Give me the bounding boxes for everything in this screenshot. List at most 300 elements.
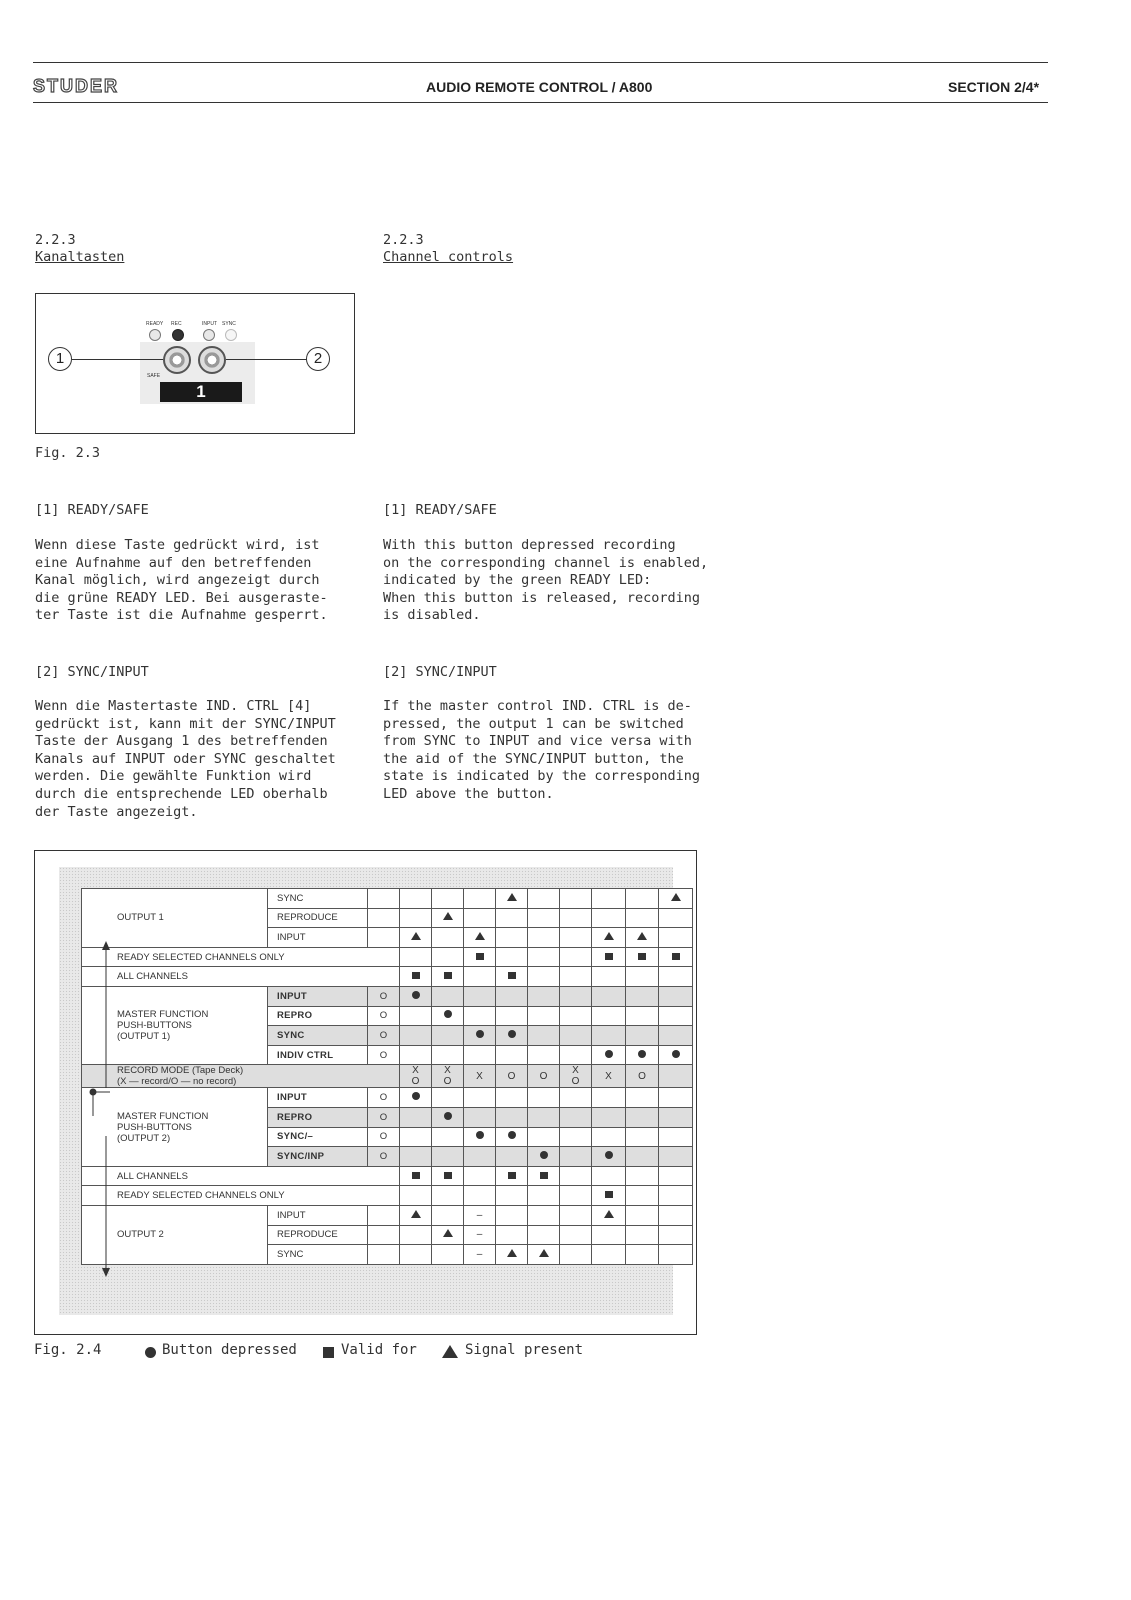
matrix-cell [464, 1166, 496, 1186]
matrix-cell [496, 947, 528, 967]
sync-input-button[interactable] [198, 346, 226, 374]
output-flow-arrows [88, 940, 118, 1280]
matrix-cell [592, 1205, 626, 1225]
led-label-sync: SYNC [222, 321, 236, 327]
matrix-cell [560, 1026, 592, 1046]
matrix-cell [592, 1045, 626, 1065]
german-section-heading: Kanaltasten [35, 249, 125, 265]
matrix-cell [528, 1127, 560, 1147]
signal-present-triangle [443, 1229, 453, 1237]
matrix-cell [560, 1045, 592, 1065]
led-label-input: INPUT [202, 321, 217, 327]
english-sync-input-title: [2] SYNC/INPUT [383, 664, 497, 680]
matrix-cell [626, 1107, 659, 1127]
matrix-cell [528, 889, 560, 909]
header-bottom-rule [33, 102, 1048, 103]
button-depressed-dot [412, 1092, 420, 1100]
matrix-cell [560, 1107, 592, 1127]
valid-for-square [412, 972, 420, 979]
matrix-cell [626, 1225, 659, 1245]
matrix-cell [560, 1205, 592, 1225]
matrix-row [82, 889, 693, 909]
button-depressed-dot [444, 1112, 452, 1120]
legend-button-depressed: Button depressed [162, 1342, 297, 1358]
matrix-cell: X [464, 1065, 496, 1088]
matrix-cell [659, 1127, 693, 1147]
matrix-cell: – [464, 1205, 496, 1225]
matrix-cell [626, 1026, 659, 1046]
mode-mark: O [443, 1076, 452, 1088]
matrix-cell [432, 1166, 464, 1186]
matrix-cell [400, 1147, 432, 1167]
matrix-cell [528, 1186, 560, 1206]
button-depressed-dot [476, 1030, 484, 1038]
matrix-cell [496, 889, 528, 909]
matrix-cell [626, 986, 659, 1006]
text-line: is disabled. [383, 607, 481, 624]
matrix-cell [400, 1245, 432, 1265]
indicator-circle: O [368, 986, 400, 1006]
matrix-cell [400, 1045, 432, 1065]
indicator-circle: O [368, 1088, 400, 1108]
matrix-cell [496, 928, 528, 948]
valid-for-square [508, 1172, 516, 1179]
signal-present-triangle [671, 893, 681, 901]
button-depressed-dot [476, 1131, 484, 1139]
matrix-row-label: ALL CHANNELS [82, 967, 400, 987]
indicator-circle: O [368, 1045, 400, 1065]
matrix-cell [432, 889, 464, 909]
matrix-cell [592, 889, 626, 909]
matrix-cell [560, 908, 592, 928]
matrix-cell [432, 908, 464, 928]
matrix-cell [400, 1107, 432, 1127]
matrix-cell [432, 967, 464, 987]
valid-for-square [672, 953, 680, 960]
signal-present-triangle [637, 932, 647, 940]
matrix-cell [496, 1026, 528, 1046]
legend-dot-icon [145, 1347, 156, 1358]
matrix-cell [400, 1127, 432, 1147]
german-sync-input-title: [2] SYNC/INPUT [35, 664, 149, 680]
matrix-cell [400, 1065, 432, 1088]
group-label-line: PUSH-BUTTONS [117, 1121, 192, 1133]
text-line: Kanal möglich, wird angezeigt durch [35, 572, 320, 589]
callout-line-1 [72, 359, 163, 360]
matrix-cell [432, 1006, 464, 1026]
matrix-row [82, 986, 693, 1006]
matrix-cell [560, 1186, 592, 1206]
matrix-cell [464, 1107, 496, 1127]
signal-present-triangle [604, 1210, 614, 1218]
legend-square-icon [323, 1347, 334, 1358]
mode-mark: X [444, 1065, 451, 1077]
text-line: LED above the button. [383, 785, 554, 802]
matrix-cell [626, 1088, 659, 1108]
text-line: on the corresponding channel is enabled, [383, 554, 709, 571]
indicator-circle [368, 1205, 400, 1225]
text-line: indicated by the green READY LED: [383, 572, 652, 589]
matrix-cell [659, 967, 693, 987]
matrix-cell [432, 1147, 464, 1167]
matrix-cell [659, 889, 693, 909]
matrix-cell [592, 947, 626, 967]
matrix-cell [560, 947, 592, 967]
valid-for-square [444, 1172, 452, 1179]
group-label-line: (OUTPUT 2) [117, 1132, 171, 1144]
text-line: Kanals auf INPUT oder SYNC geschaltet [35, 750, 336, 767]
indicator-circle [368, 928, 400, 948]
safe-label: SAFE [147, 373, 161, 379]
english-ready-safe-text [383, 537, 708, 625]
valid-for-square [605, 953, 613, 960]
fig-2-4-caption: Fig. 2.4 [34, 1342, 102, 1358]
matrix-cell [560, 928, 592, 948]
matrix-row [82, 1065, 693, 1088]
matrix-cell [592, 967, 626, 987]
english-section-heading: Channel controls [383, 249, 514, 265]
matrix-cell [528, 1088, 560, 1108]
text-line: Wenn diese Taste gedrückt wird, ist [35, 537, 320, 553]
group-label-line: (OUTPUT 1) [117, 1031, 171, 1043]
studer-logo: STUDER [33, 76, 120, 96]
matrix-cell [626, 908, 659, 928]
legend-triangle-icon [442, 1345, 458, 1358]
matrix-cell [560, 1166, 592, 1186]
matrix-cell [400, 1006, 432, 1026]
matrix-cell [432, 1026, 464, 1046]
matrix-cell [464, 1026, 496, 1046]
matrix-cell [464, 1045, 496, 1065]
matrix-cell [496, 986, 528, 1006]
text-line: the aid of the SYNC/INPUT button, the [383, 750, 684, 767]
matrix-cell [464, 908, 496, 928]
matrix-cell [560, 889, 592, 909]
text-line: Wenn die Mastertaste IND. CTRL [4] [35, 698, 312, 714]
matrix-cell [528, 1107, 560, 1127]
matrix-cell [528, 1245, 560, 1265]
matrix-cell [592, 1088, 626, 1108]
matrix-cell [626, 1166, 659, 1186]
text-line: der Taste angezeigt. [35, 803, 198, 820]
matrix-cell [400, 1166, 432, 1186]
matrix-sub-label: INDIV CTRL [268, 1045, 368, 1065]
matrix-cell [659, 1045, 693, 1065]
matrix-cell [659, 1147, 693, 1167]
mode-mark: O [571, 1076, 580, 1088]
matrix-cell [432, 1065, 464, 1088]
text-line: If the master control IND. CTRL is de- [383, 698, 692, 714]
matrix-cell [659, 1107, 693, 1127]
matrix-cell [592, 1186, 626, 1206]
matrix-cell: X [592, 1065, 626, 1088]
signal-present-triangle [411, 1210, 421, 1218]
matrix-cell [528, 947, 560, 967]
matrix-cell [464, 947, 496, 967]
matrix-cell [592, 1127, 626, 1147]
matrix-cell [659, 928, 693, 948]
callout-2: 2 [306, 347, 330, 371]
callout-1: 1 [48, 347, 72, 371]
matrix-cell [496, 908, 528, 928]
matrix-cell [464, 1088, 496, 1108]
matrix-cell [496, 967, 528, 987]
matrix-cell [659, 1006, 693, 1026]
valid-for-square [476, 953, 484, 960]
record-mode-line: (X — record/O — no record) [117, 1076, 237, 1088]
legend-valid-for: Valid for [341, 1342, 417, 1358]
text-line: Taste der Ausgang 1 des betreffenden [35, 733, 328, 750]
led-label-ready: READY [146, 321, 164, 327]
matrix-cell [432, 986, 464, 1006]
matrix-cell [528, 908, 560, 928]
matrix-cell: – [464, 1245, 496, 1265]
matrix-row [82, 1186, 693, 1206]
matrix-cell [496, 1147, 528, 1167]
matrix-cell [496, 1225, 528, 1245]
indicator-circle: O [368, 1026, 400, 1046]
matrix-cell [659, 1166, 693, 1186]
matrix-cell [626, 889, 659, 909]
matrix-cell [400, 947, 432, 967]
matrix-cell [496, 1088, 528, 1108]
indicator-circle: O [368, 1147, 400, 1167]
matrix-cell [464, 1147, 496, 1167]
text-line: durch die entsprechende LED oberhalb [35, 785, 328, 802]
matrix-cell [400, 986, 432, 1006]
german-sync-input-text [35, 698, 336, 821]
group-label-line: MASTER FUNCTION [117, 1110, 209, 1122]
matrix-cell [560, 1088, 592, 1108]
matrix-cell [432, 1107, 464, 1127]
matrix-row-label: READY SELECTED CHANNELS ONLY [82, 1186, 400, 1206]
matrix-cell [659, 908, 693, 928]
mode-mark: O [411, 1076, 420, 1088]
indicator-circle: O [368, 1107, 400, 1127]
text-line: With this button depressed recording [383, 537, 676, 553]
valid-for-square [508, 972, 516, 979]
indicator-circle [368, 908, 400, 928]
text-line: from SYNC to INPUT and vice versa with [383, 733, 692, 750]
matrix-sub-label: INPUT [268, 1205, 368, 1225]
matrix-cell [464, 928, 496, 948]
matrix-cell [659, 1225, 693, 1245]
matrix-row [82, 1205, 693, 1225]
matrix-cell [496, 1127, 528, 1147]
matrix-row [82, 947, 693, 967]
matrix-cell [560, 1245, 592, 1265]
matrix-cell [560, 1006, 592, 1026]
matrix-cell [464, 986, 496, 1006]
group-label-line: OUTPUT 2 [117, 1229, 164, 1241]
button-depressed-dot [508, 1131, 516, 1139]
matrix-cell [496, 1186, 528, 1206]
matrix-sub-label: REPRO [268, 1107, 368, 1127]
matrix-row [82, 1088, 693, 1108]
mode-mark: X [412, 1065, 419, 1077]
record-mode-label [82, 1065, 400, 1088]
matrix-cell [592, 1026, 626, 1046]
indicator-circle [368, 889, 400, 909]
matrix-cell [400, 908, 432, 928]
valid-for-square [444, 972, 452, 979]
matrix-cell [560, 1147, 592, 1167]
matrix-cell [496, 1166, 528, 1186]
matrix-cell [528, 1147, 560, 1167]
english-sync-input-text [383, 698, 700, 804]
matrix-cell [400, 1205, 432, 1225]
matrix-cell [592, 1006, 626, 1026]
matrix-cell: – [464, 1225, 496, 1245]
text-line: die grüne READY LED. Bei ausgeraste- [35, 589, 328, 606]
matrix-cell [400, 889, 432, 909]
matrix-cell [432, 1088, 464, 1108]
matrix-cell [464, 1186, 496, 1206]
signal-present-triangle [507, 1249, 517, 1257]
matrix-cell [528, 1045, 560, 1065]
matrix-cell [400, 928, 432, 948]
record-mode-line: RECORD MODE (Tape Deck) [117, 1065, 244, 1077]
matrix-cell [400, 1186, 432, 1206]
matrix-sub-label: INPUT [268, 986, 368, 1006]
header-top-rule [33, 62, 1048, 63]
matrix-cell [659, 1186, 693, 1206]
valid-for-square [638, 953, 646, 960]
german-ready-safe-title: [1] READY/SAFE [35, 502, 149, 518]
german-section-number: 2.2.3 [35, 232, 76, 248]
matrix-cell [659, 1245, 693, 1265]
matrix-row [82, 967, 693, 987]
group-label-line: OUTPUT 1 [117, 912, 164, 924]
figure-channel-buttons [35, 293, 355, 434]
matrix-sub-label: SYNC/INP [268, 1147, 368, 1167]
matrix-sub-label: SYNC/– [268, 1127, 368, 1147]
matrix-cell [626, 1245, 659, 1265]
matrix-cell [528, 967, 560, 987]
german-ready-safe-text [35, 537, 328, 625]
matrix-cell [659, 1026, 693, 1046]
matrix-cell [592, 908, 626, 928]
signal-present-triangle [411, 932, 421, 940]
mode-mark: X [572, 1065, 579, 1077]
matrix-cell: O [626, 1065, 659, 1088]
english-ready-safe-title: [1] READY/SAFE [383, 502, 497, 518]
signal-present-triangle [507, 893, 517, 901]
matrix-cell [528, 1006, 560, 1026]
matrix-cell [626, 967, 659, 987]
matrix-cell [659, 1088, 693, 1108]
signal-present-triangle [539, 1249, 549, 1257]
matrix-sub-label: SYNC [268, 1245, 368, 1265]
ready-safe-button[interactable] [163, 346, 191, 374]
matrix-cell [400, 967, 432, 987]
matrix-group-label [82, 889, 268, 948]
matrix-cell [659, 1205, 693, 1225]
matrix-cell [400, 1088, 432, 1108]
indicator-circle [368, 1245, 400, 1265]
matrix-cell [626, 1147, 659, 1167]
matrix-cell [432, 1225, 464, 1245]
document-title: AUDIO REMOTE CONTROL / A800 [426, 79, 653, 95]
text-line: pressed, the output 1 can be switched [383, 715, 684, 732]
matrix-row [82, 1166, 693, 1186]
matrix-cell [659, 947, 693, 967]
indicator-circle [368, 1225, 400, 1245]
matrix-sub-label: SYNC [268, 889, 368, 909]
matrix-cell [496, 1205, 528, 1225]
text-line: eine Aufnahme auf den betreffenden [35, 554, 312, 571]
signal-present-triangle [604, 932, 614, 940]
matrix-cell [592, 1225, 626, 1245]
matrix-cell [432, 928, 464, 948]
function-matrix-table [81, 888, 693, 1265]
matrix-cell [464, 1127, 496, 1147]
fig-2-3-caption: Fig. 2.3 [35, 445, 101, 461]
matrix-cell: O [528, 1065, 560, 1088]
section-label: SECTION 2/4* [948, 79, 1040, 95]
matrix-cell [659, 986, 693, 1006]
matrix-cell [432, 1186, 464, 1206]
text-line: werden. Die gewählte Funktion wird [35, 768, 312, 785]
button-depressed-dot [540, 1151, 548, 1159]
matrix-sub-label: REPRO [268, 1006, 368, 1026]
matrix-cell [432, 1045, 464, 1065]
matrix-cell [464, 889, 496, 909]
signal-present-triangle [443, 912, 453, 920]
button-depressed-dot [605, 1050, 613, 1058]
group-label-line: PUSH-BUTTONS [117, 1020, 192, 1032]
matrix-cell [592, 1147, 626, 1167]
matrix-sub-label: REPRODUCE [268, 908, 368, 928]
matrix-cell [626, 947, 659, 967]
indicator-circle: O [368, 1127, 400, 1147]
matrix-cell [400, 1026, 432, 1046]
matrix-cell [464, 1006, 496, 1026]
matrix-cell [626, 1205, 659, 1225]
matrix-cell [626, 1045, 659, 1065]
matrix-sub-label: REPRODUCE [268, 1225, 368, 1245]
button-depressed-dot [508, 1030, 516, 1038]
matrix-cell [626, 1006, 659, 1026]
matrix-sub-label: INPUT [268, 928, 368, 948]
matrix-cell [592, 928, 626, 948]
button-depressed-dot [672, 1050, 680, 1058]
channel-number-plate: 1 [160, 382, 242, 402]
matrix-cell [626, 928, 659, 948]
matrix-cell [659, 1065, 693, 1088]
matrix-sub-label: INPUT [268, 1088, 368, 1108]
legend-signal-present: Signal present [465, 1342, 584, 1358]
ready-led [149, 329, 161, 341]
matrix-cell [560, 1225, 592, 1245]
matrix-cell [592, 986, 626, 1006]
matrix-cell [592, 1166, 626, 1186]
rec-led [172, 329, 184, 341]
matrix-cell [496, 1107, 528, 1127]
matrix-row-label: READY SELECTED CHANNELS ONLY [82, 947, 400, 967]
matrix-cell [432, 1127, 464, 1147]
matrix-cell [560, 967, 592, 987]
matrix-cell [432, 947, 464, 967]
matrix-cell [496, 1006, 528, 1026]
matrix-cell [560, 1127, 592, 1147]
matrix-row-label: ALL CHANNELS [82, 1166, 400, 1186]
matrix-cell [592, 1245, 626, 1265]
matrix-cell [528, 1026, 560, 1046]
matrix-cell [496, 1045, 528, 1065]
english-section-number: 2.2.3 [383, 232, 424, 248]
valid-for-square [605, 1191, 613, 1198]
